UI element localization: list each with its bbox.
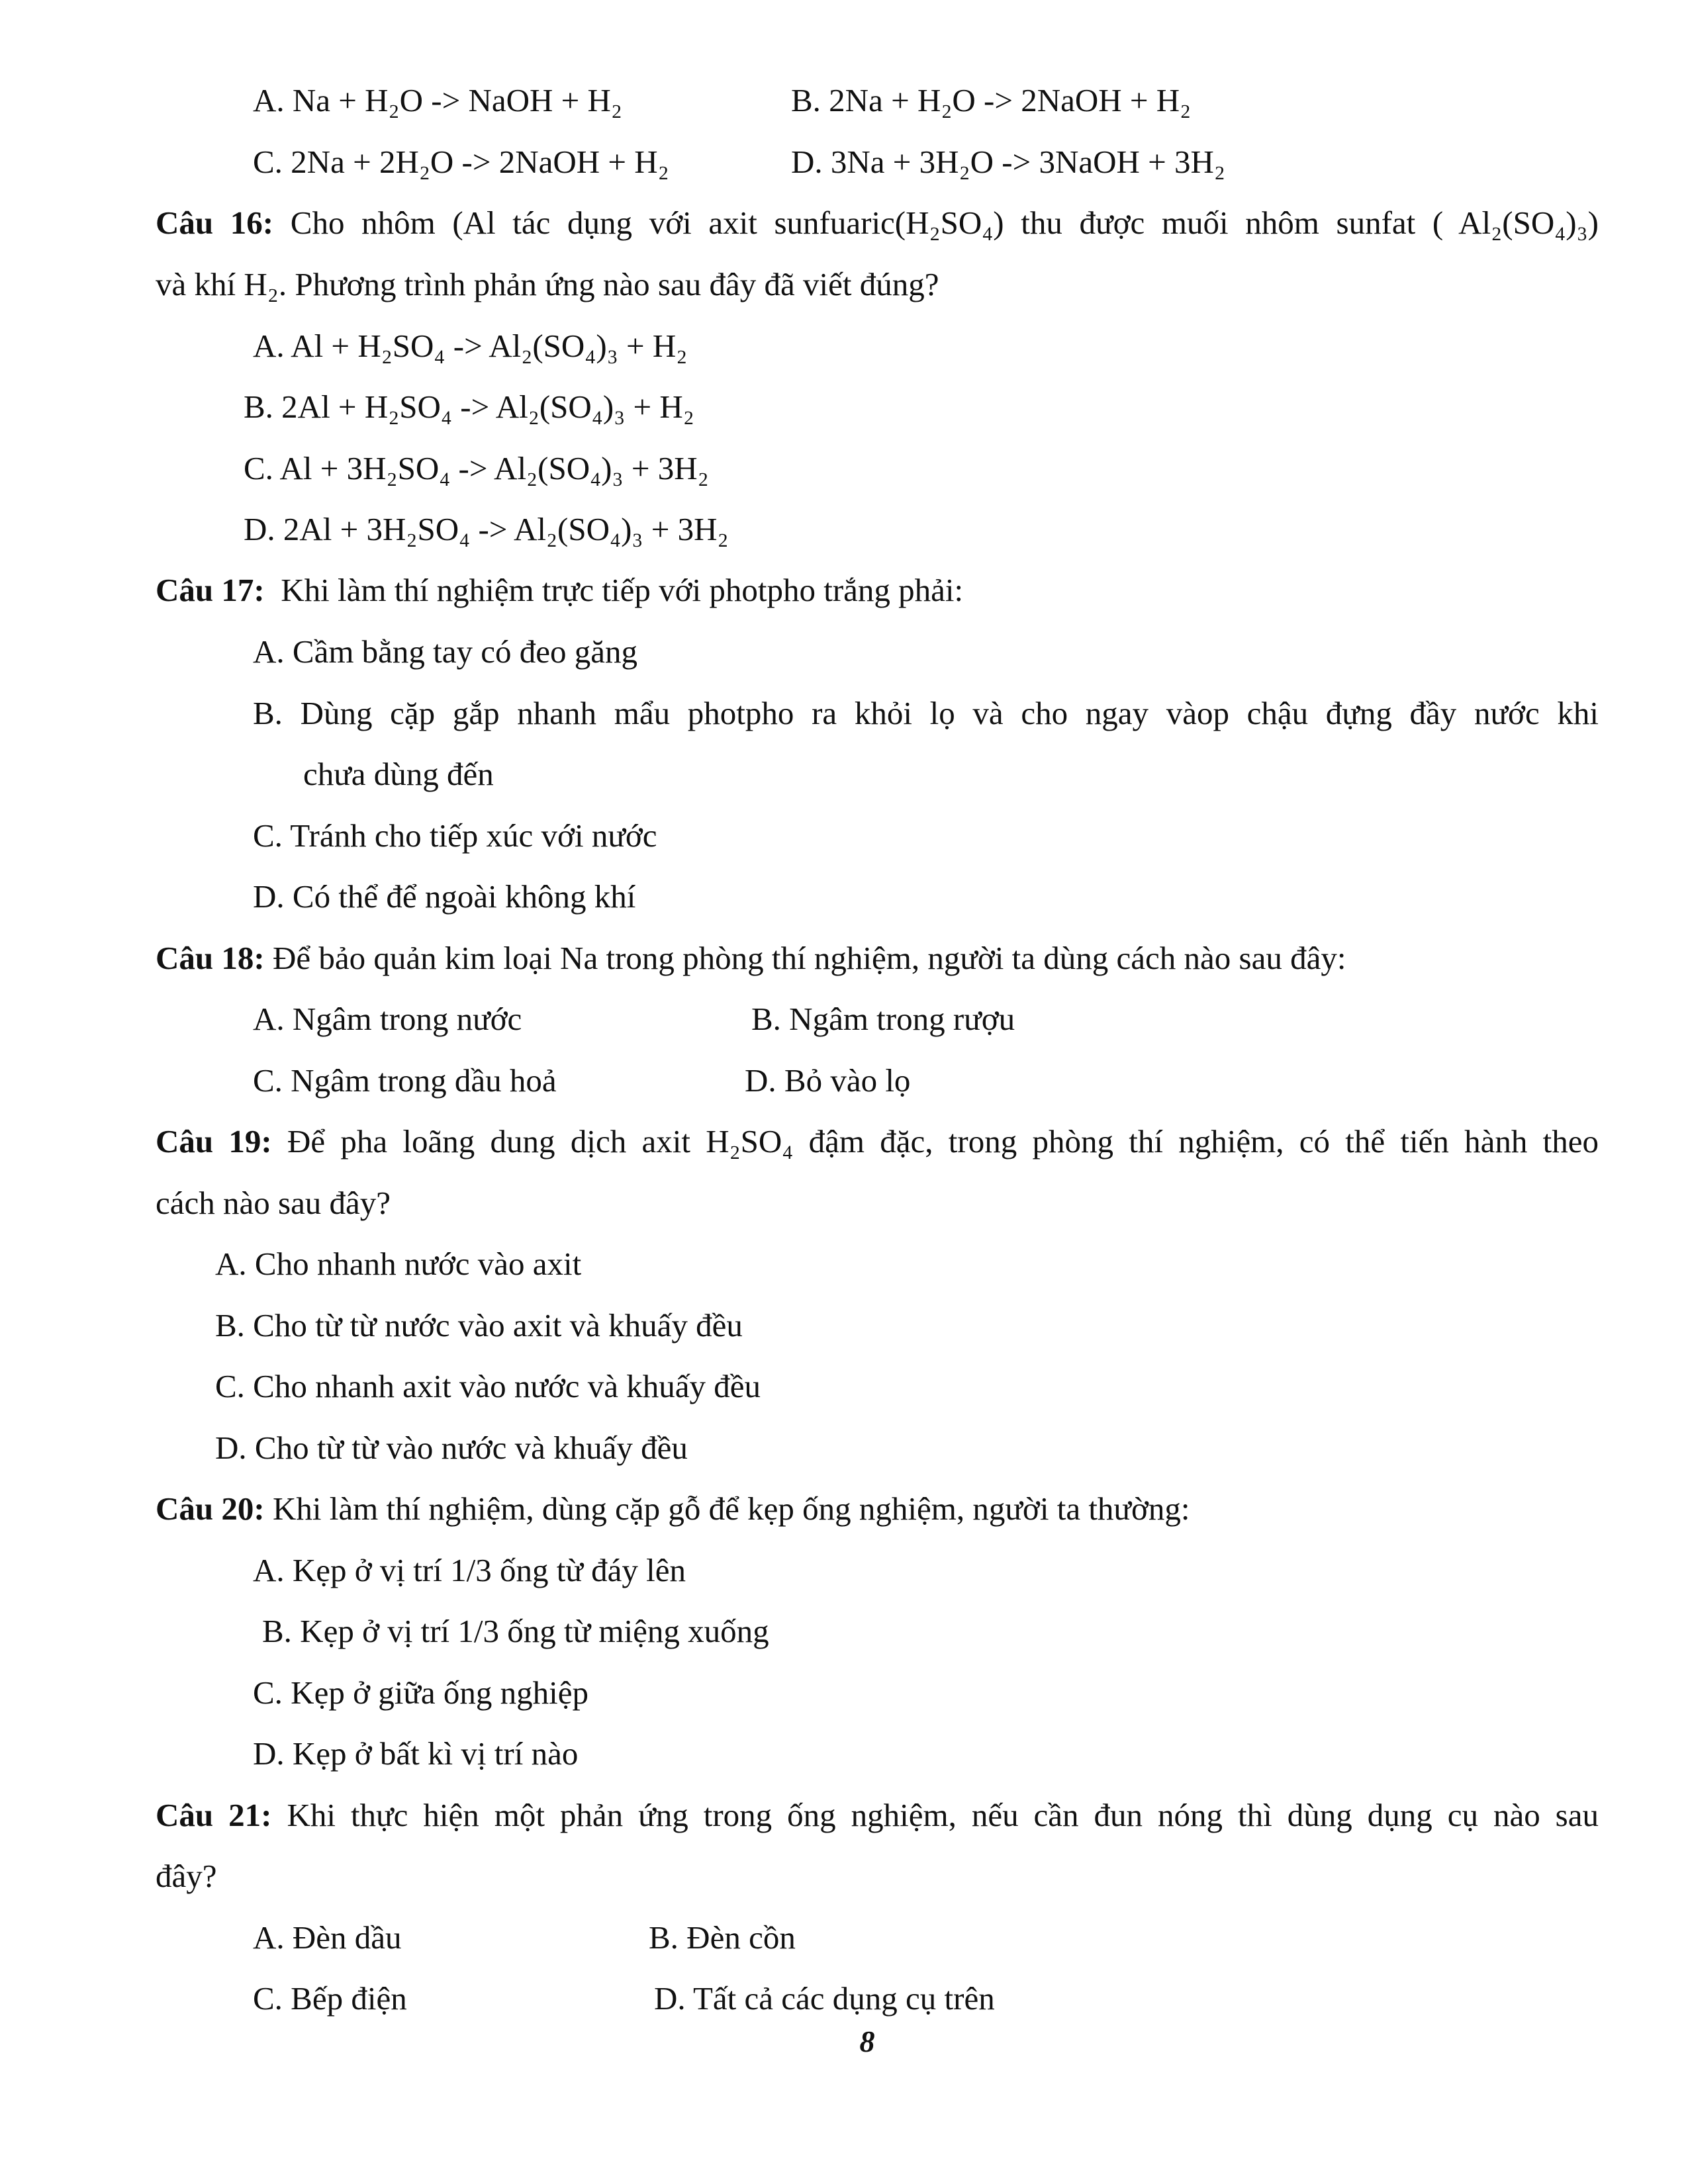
q16-option-b: B. 2Al + H₂SO₄ -> Al₂(SO₄)₃ + H₂	[244, 388, 694, 425]
q19-label: Câu 19:	[156, 1123, 272, 1160]
q19-text-cont: cách nào sau đây?	[156, 1185, 391, 1221]
page-number: 8	[859, 2025, 875, 2058]
q21-text-cont: đây?	[156, 1858, 217, 1894]
q19-question	[156, 1122, 1599, 1161]
q19-text: Để pha loãng dung dịch axit H₂SO₄ đậm đặc, trong phòng thí nghiệm, có thể tiến hành theo	[287, 1123, 1599, 1160]
q16-option-d: D. 2Al + 3H₂SO₄ -> Al₂(SO₄)₃ + 3H₂	[244, 511, 729, 547]
q20-question	[156, 1489, 1190, 1529]
q21-option-b: B. Đèn cồn	[649, 1919, 796, 1956]
q18-option-a: A. Ngâm trong nước	[253, 1001, 522, 1037]
q18-option-c: C. Ngâm trong dầu hoả	[253, 1062, 557, 1099]
q20-option-a: A. Kẹp ở vị trí 1/3 ống từ đáy lên	[253, 1552, 686, 1588]
q15-option-d: D. 3Na + 3H₂O -> 3NaOH + 3H₂	[791, 144, 1225, 180]
q18-label: Câu 18:	[156, 940, 265, 976]
q18-option-d: D. Bỏ vào lọ	[745, 1062, 911, 1099]
q17-label: Câu 17:	[156, 572, 265, 608]
q19-option-b: B. Cho từ từ nước vào axit và khuấy đều	[215, 1307, 743, 1343]
q20-option-b: B. Kẹp ở vị trí 1/3 ống từ miệng xuống	[262, 1613, 769, 1649]
q17-option-d: D. Có thể để ngoài không khí	[253, 878, 636, 915]
q17-option-c: C. Tránh cho tiếp xúc với nước	[253, 817, 657, 854]
q17-text: Khi làm thí nghiệm trực tiếp với photpho trắng phải:	[281, 572, 964, 608]
q19-option-c: C. Cho nhanh axit vào nước và khuấy đều	[215, 1368, 761, 1404]
q18-text: Để bảo quản kim loại Na trong phòng thí nghiệm, người ta dùng cách nào sau đây:	[272, 940, 1346, 976]
q18-option-b: B. Ngâm trong rượu	[751, 1001, 1015, 1037]
q20-label: Câu 20:	[156, 1490, 265, 1527]
q15-option-b: B. 2Na + H₂O -> 2NaOH + H₂	[791, 82, 1192, 118]
q20-option-d: D. Kẹp ở bất kì vị trí nào	[253, 1735, 579, 1772]
q16-text-cont: và khí H₂. Phương trình phản ứng nào sau đây đã viết đúng?	[156, 266, 939, 302]
q17-option-a: A. Cầm bằng tay có đeo găng	[253, 633, 638, 670]
q21-option-d: D. Tất cả các dụng cụ trên	[654, 1980, 995, 2017]
q16-label: Câu 16:	[156, 205, 274, 241]
q16-text: Cho nhôm (Al tác dụng với axit sunfuaric(H₂SO₄) thu được muối nhôm sunfat ( Al₂(SO₄)₃)	[290, 205, 1599, 241]
q21-text: Khi thực hiện một phản ứng trong ống nghiệm, nếu cần đun nóng thì dùng dụng cụ nào sau	[287, 1797, 1599, 1833]
q19-option-a: A. Cho nhanh nước vào axit	[215, 1246, 582, 1282]
q15-option-a: A. Na + H₂O -> NaOH + H₂	[253, 82, 622, 118]
q17-question	[156, 570, 963, 610]
q20-option-c: C. Kẹp ở giữa ống nghiệp	[253, 1674, 589, 1711]
q21-option-a: A. Đèn dầu	[253, 1919, 402, 1956]
q16-option-a: A. Al + H₂SO₄ -> Al₂(SO₄)₃ + H₂	[253, 328, 688, 364]
q21-label: Câu 21:	[156, 1797, 272, 1833]
q19-option-d: D. Cho từ từ vào nước và khuấy đều	[215, 1430, 688, 1466]
q15-option-c: C. 2Na + 2H₂O -> 2NaOH + H₂	[253, 144, 669, 180]
q17-option-b: B. Dùng cặp gắp nhanh mẩu photpho ra khỏi lọ và cho ngay vàop chậu đựng đầy nước khi	[253, 695, 1599, 731]
q21-option-c: C. Bếp điện	[253, 1980, 407, 2017]
q20-text: Khi làm thí nghiệm, dùng cặp gỗ để kẹp ống nghiệm, người ta thường:	[272, 1490, 1190, 1527]
q18-question	[156, 938, 1346, 978]
q16-option-c: C. Al + 3H₂SO₄ -> Al₂(SO₄)₃ + 3H₂	[244, 450, 709, 486]
q16-question	[156, 203, 1599, 243]
q21-question	[156, 1796, 1599, 1835]
q17-option-b-cont: chưa dùng đến	[303, 756, 494, 792]
